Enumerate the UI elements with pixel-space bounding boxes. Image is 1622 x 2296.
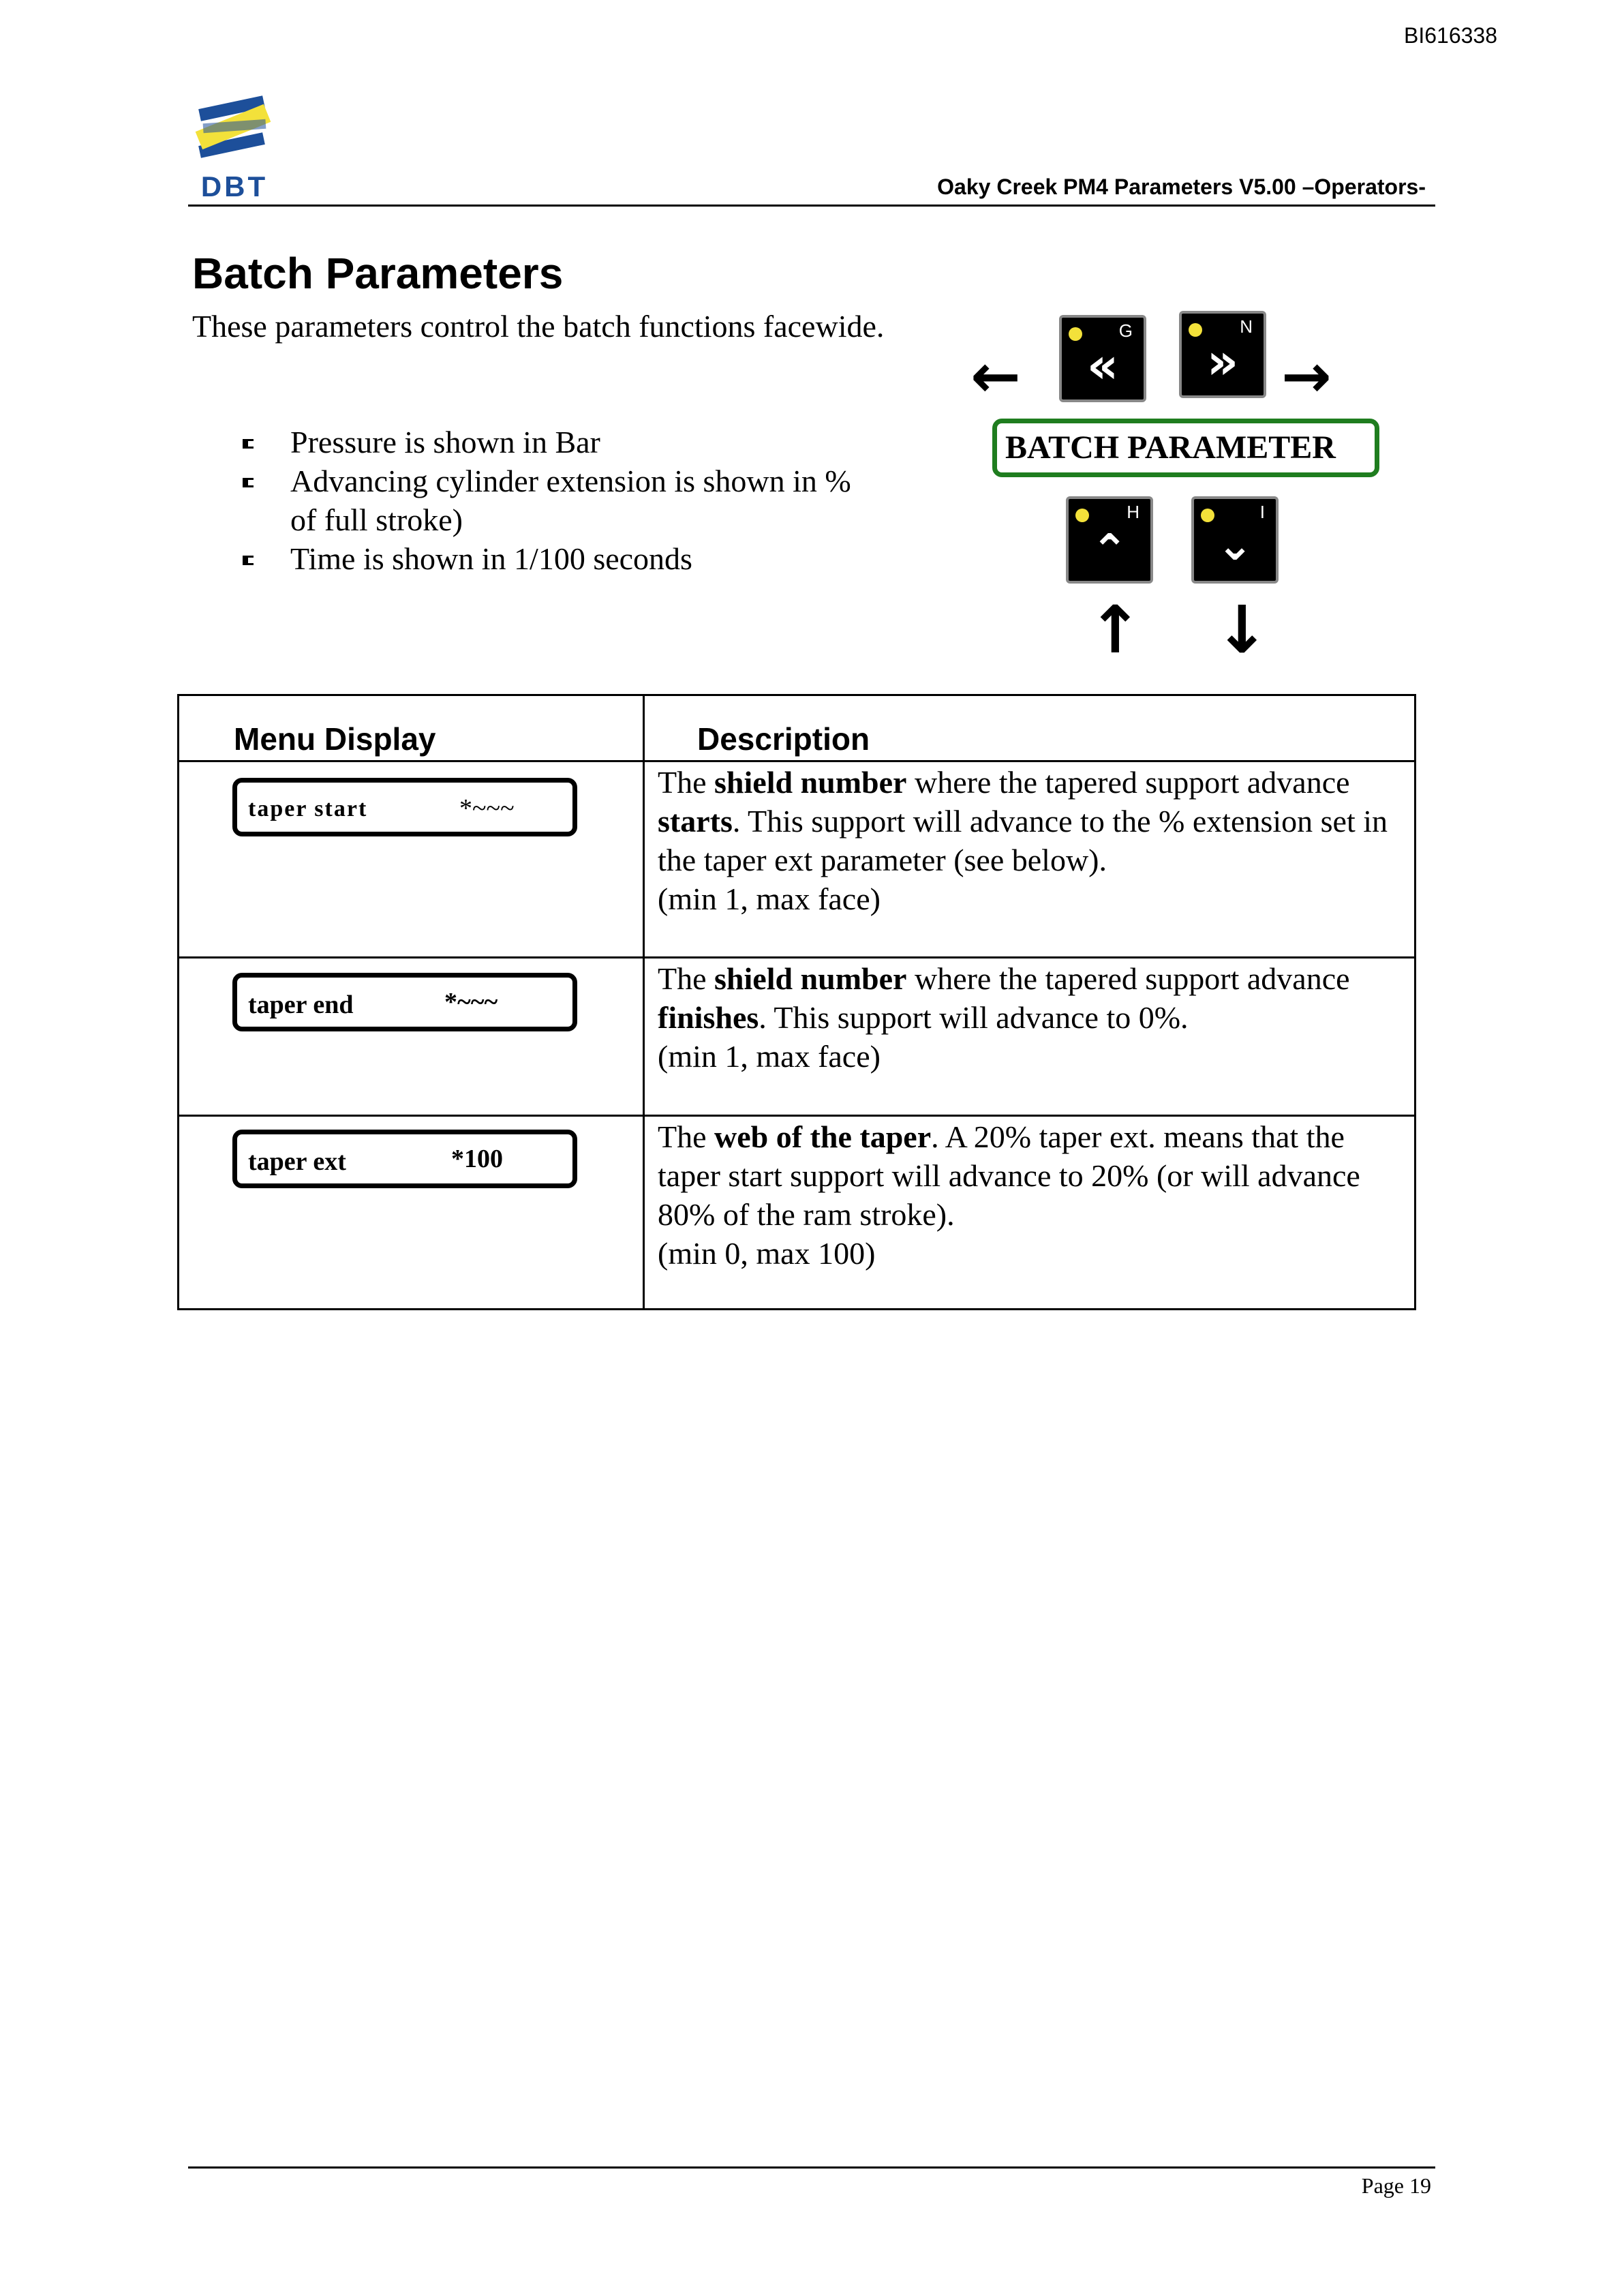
lcd-label: taper start: [248, 796, 368, 821]
document-id: BI616338: [1404, 23, 1498, 48]
double-chevron-down-icon: ⌄: [1216, 520, 1253, 571]
key-letter: N: [1240, 316, 1253, 337]
row-divider: [179, 956, 1414, 958]
double-chevron-right-icon: »: [1206, 333, 1239, 390]
key-next-menu[interactable]: [1179, 311, 1266, 398]
lcd-value: *~~~: [459, 794, 515, 823]
column-header-menu-display: Menu Display: [234, 721, 436, 757]
keypad-diagram: [968, 307, 1390, 675]
arrow-up-icon: ↑: [1088, 592, 1143, 668]
dbt-logo: [194, 94, 275, 203]
lcd-label: taper end: [248, 991, 354, 1019]
lcd-label: taper ext: [248, 1147, 346, 1176]
key-letter: I: [1259, 502, 1265, 522]
double-chevron-left-icon: «: [1086, 337, 1119, 394]
range-text: (min 0, max 100): [658, 1236, 876, 1271]
range-text: (min 1, max face): [658, 1039, 881, 1074]
page-title: Batch Parameters: [192, 249, 564, 298]
unit-notes-list: [243, 423, 883, 578]
header-title: Oaky Creek PM4 Parameters V5.00 –Operators-: [937, 175, 1426, 199]
lcd-value: *~~~: [444, 988, 498, 1016]
lcd-display-taper-end: [232, 973, 577, 1031]
bullet-icon: [243, 556, 254, 565]
logo-text: DBT: [200, 170, 269, 202]
key-letter: H: [1127, 502, 1139, 522]
list-item: [243, 423, 883, 462]
column-divider: [643, 696, 645, 1308]
menu-display-batch-parameter: BATCH PARAMETER: [992, 419, 1379, 477]
bullet-icon: [243, 439, 254, 449]
key-parameter-up[interactable]: [1066, 496, 1153, 584]
intro-text: These parameters control the batch functions facewide.: [192, 309, 885, 344]
list-item: [243, 462, 883, 539]
dbt-logo-mark-icon: [194, 94, 275, 169]
list-item: [243, 539, 883, 578]
key-previous-menu[interactable]: [1059, 315, 1146, 402]
list-item-text: Pressure is shown in Bar: [290, 425, 600, 459]
arrow-right-icon: →: [1281, 341, 1332, 411]
lcd-display-taper-ext: [232, 1130, 577, 1188]
key-parameter-down[interactable]: [1191, 496, 1279, 584]
arrow-left-icon: ←: [970, 341, 1021, 411]
description-taper-ext: The web of the taper. A 20% taper ext. means that the taper start support will advance to 20% (or will advance 80% of the ram stroke). (min 0, max 100): [658, 1119, 1360, 1271]
description-taper-end: The shield number where the tapered support advance finishes. This support will advance to 0%. (min 1, max face): [658, 961, 1350, 1074]
footer-divider: [188, 2166, 1435, 2169]
lcd-display-taper-start: [232, 778, 577, 836]
list-item-text: Time is shown in 1/100 seconds: [290, 541, 692, 576]
row-divider: [179, 760, 1414, 762]
arrow-down-icon: ↓: [1214, 592, 1270, 668]
list-item-text: Advancing cylinder extension is shown in % of full stroke): [290, 464, 851, 537]
row-divider: [179, 1115, 1414, 1117]
column-header-description: Description: [697, 721, 870, 757]
bullet-icon: [243, 478, 254, 487]
description-taper-start: The shield number where the tapered support advance starts. This support will advance to the % extension set in the taper ext parameter (see below). (min 1, max face): [658, 765, 1388, 916]
page-number: Page 19: [1361, 2173, 1431, 2198]
key-letter: G: [1118, 320, 1133, 341]
range-text: (min 1, max face): [658, 881, 881, 916]
lcd-value: *100: [451, 1145, 503, 1173]
double-chevron-up-icon: ⌃: [1091, 526, 1128, 576]
led-indicator: [1075, 509, 1089, 522]
header-divider: [188, 205, 1435, 207]
parameter-table: [177, 694, 1416, 1310]
